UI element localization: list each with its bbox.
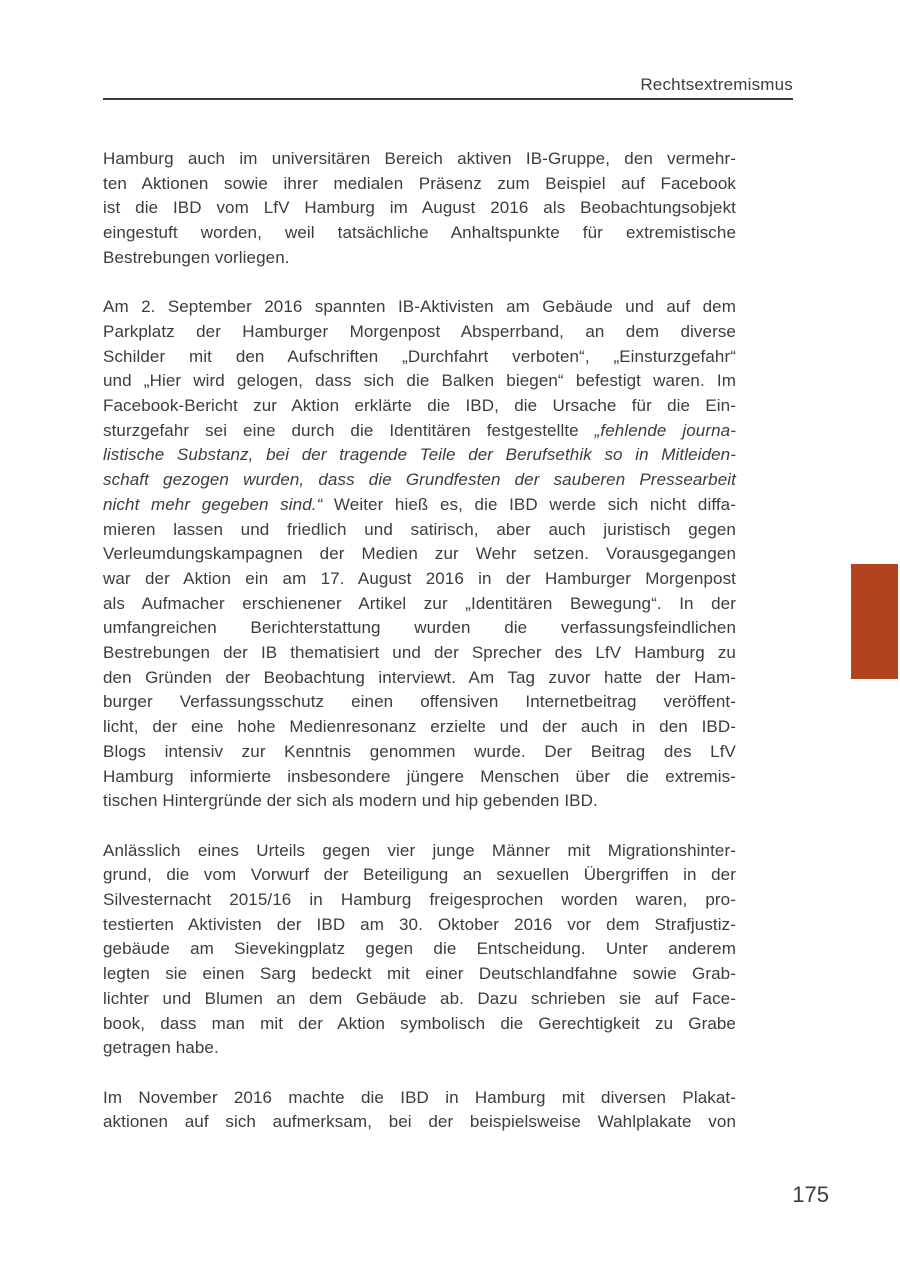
body-text-segment: Blogs intensiv zur Kenntnis genommen wurde. Der Beitrag des LfV bbox=[103, 741, 736, 761]
text-line bbox=[103, 666, 736, 691]
text-line bbox=[103, 295, 736, 320]
header-rule bbox=[103, 98, 793, 100]
body-text-segment: Schilder mit den Aufschriften „Durchfahrt verboten“, „Einsturzgefahr“ bbox=[103, 346, 736, 366]
body-text-segment: Facebook-Bericht zur Aktion erklärte die IBD, die Ursache für die Ein- bbox=[103, 396, 736, 416]
text-line bbox=[103, 196, 736, 221]
text-line bbox=[103, 616, 736, 641]
body-text-segment: Silvesternacht 2015/16 in Hamburg freigesprochen worden waren, pro- bbox=[103, 890, 736, 910]
text-line bbox=[103, 715, 736, 740]
body-text-segment: burger Verfassungsschutz einen offensiven Internetbeitrag veröffent- bbox=[103, 692, 736, 712]
text-line bbox=[103, 468, 736, 493]
text-line bbox=[103, 888, 736, 913]
quoted-italic-text: nicht mehr gegeben sind.“ bbox=[103, 494, 323, 514]
text-line bbox=[103, 221, 736, 246]
text-line bbox=[103, 863, 736, 888]
quoted-italic-text: listische Substanz, bei der tragende Teile der Berufsethik so in Mitleiden- bbox=[103, 445, 736, 465]
body-text-segment: Weiter hieß es, die IBD werde sich nicht diffa- bbox=[322, 494, 736, 514]
paragraph bbox=[103, 295, 736, 814]
body-text-segment: ten Aktionen sowie ihrer medialen Präsenz zum Beispiel auf Facebook bbox=[103, 173, 736, 193]
text-line bbox=[103, 147, 736, 172]
text-line bbox=[103, 740, 736, 765]
text-line bbox=[103, 690, 736, 715]
text-line bbox=[103, 443, 736, 468]
text-line bbox=[103, 345, 736, 370]
quoted-italic-text: „fehlende journa- bbox=[594, 420, 736, 440]
text-line bbox=[103, 394, 736, 419]
body-text-segment: Anlässlich eines Urteils gegen vier junge Männer mit Migrationshinter- bbox=[103, 840, 736, 860]
body-text-segment: Hamburg auch im universitären Bereich aktiven IB-Gruppe, den vermehr- bbox=[103, 149, 736, 168]
text-line bbox=[103, 419, 736, 444]
text-line bbox=[103, 1012, 736, 1037]
body-text-segment: ist die IBD vom LfV Hamburg im August 2016 als Beobachtungsobjekt bbox=[103, 198, 736, 218]
body-text-segment: den Gründen der Beobachtung interviewt. Am Tag zuvor hatte der Ham- bbox=[103, 667, 736, 687]
body-text-segment: eingestuft worden, weil tatsächliche Anhaltspunkte für extremistische bbox=[103, 223, 736, 243]
paragraph bbox=[103, 147, 736, 271]
body-text-segment: Bestrebungen der IB thematisiert und der Sprecher des LfV Hamburg zu bbox=[103, 643, 736, 663]
text-line bbox=[103, 172, 736, 197]
body-text-segment: sturzgefahr sei eine durch die Identitären festgestellte bbox=[103, 420, 595, 440]
body-text-segment: als Aufmacher erschienener Artikel zur „Identitären Bewegung“. In der bbox=[103, 593, 736, 613]
text-line bbox=[103, 913, 736, 938]
text-line bbox=[103, 567, 736, 592]
body-text-segment: tischen Hintergründe der sich als modern und hip gebenden IBD. bbox=[103, 791, 598, 811]
body-text-segment: Hamburg informierte insbesondere jüngere Menschen über die extremis- bbox=[103, 766, 736, 786]
text-line bbox=[103, 839, 736, 864]
paragraph bbox=[103, 839, 736, 1061]
body-text-segment: Parkplatz der Hamburger Morgenpost Absperrband, an dem diverse bbox=[103, 321, 736, 341]
text-line bbox=[103, 765, 736, 790]
body-text-segment: Bestrebungen vorliegen. bbox=[103, 247, 290, 267]
body-text-segment: Am 2. September 2016 spannten IB-Aktivisten am Gebäude und auf dem bbox=[103, 297, 736, 317]
body-text-segment: Verleumdungskampagnen der Medien zur Wehr setzen. Vorausgegangen bbox=[103, 544, 736, 564]
text-line bbox=[103, 493, 736, 518]
body-text-segment: mieren lassen und friedlich und satirisch, aber auch juristisch gegen bbox=[103, 519, 736, 539]
chapter-tab-marker bbox=[851, 564, 898, 679]
text-line bbox=[103, 641, 736, 666]
body-text-segment: lichter und Blumen an dem Gebäude ab. Dazu schrieben sie auf Face- bbox=[103, 988, 736, 1008]
text-line bbox=[103, 246, 736, 271]
text-line bbox=[103, 1036, 736, 1061]
body-text-segment: war der Aktion ein am 17. August 2016 in der Hamburger Morgenpost bbox=[103, 568, 736, 588]
text-line bbox=[103, 369, 736, 394]
text-line bbox=[103, 592, 736, 617]
text-line bbox=[103, 962, 736, 987]
paragraph bbox=[103, 1086, 736, 1135]
body-text-segment: und „Hier wird gelogen, dass sich die Balken biegen“ befestigt waren. Im bbox=[103, 371, 736, 391]
text-line bbox=[103, 320, 736, 345]
body-text-segment: gebäude am Sievekingplatz gegen die Entscheidung. Unter anderem bbox=[103, 939, 736, 959]
text-line bbox=[103, 987, 736, 1012]
page-number: 175 bbox=[792, 1182, 829, 1207]
text-line bbox=[103, 937, 736, 962]
running-header-title: Rechtsextremismus bbox=[640, 75, 793, 94]
body-text-segment: testierten Aktivisten der IBD am 30. Oktober 2016 vor dem Strafjustiz- bbox=[103, 914, 736, 934]
body-text-segment: umfangreichen Berichterstattung wurden die verfassungsfeindlichen bbox=[103, 618, 736, 638]
body-text-segment: Im November 2016 machte die IBD in Hamburg mit diversen Plakat- bbox=[103, 1087, 736, 1107]
body-text-segment: getragen habe. bbox=[103, 1038, 219, 1058]
quoted-italic-text: schaft gezogen wurden, dass die Grundfesten der sauberen Pressearbeit bbox=[103, 470, 736, 490]
body-text-segment: book, dass man mit der Aktion symbolisch die Gerechtigkeit zu Grabe bbox=[103, 1013, 736, 1033]
text-line bbox=[103, 542, 736, 567]
body-text bbox=[103, 147, 736, 1160]
text-line bbox=[103, 1110, 736, 1135]
text-line bbox=[103, 518, 736, 543]
text-line bbox=[103, 789, 736, 814]
text-line bbox=[103, 1086, 736, 1111]
body-text-segment: licht, der eine hohe Medienresonanz erzielte und der auch in den IBD- bbox=[103, 717, 736, 737]
body-text-segment: grund, die vom Vorwurf der Beteiligung an sexuellen Übergriffen in der bbox=[103, 865, 736, 885]
body-text-segment: legten sie einen Sarg bedeckt mit einer Deutschlandfahne sowie Grab- bbox=[103, 964, 736, 984]
body-text-segment: aktionen auf sich aufmerksam, bei der beispielsweise Wahlplakate von bbox=[103, 1112, 736, 1132]
